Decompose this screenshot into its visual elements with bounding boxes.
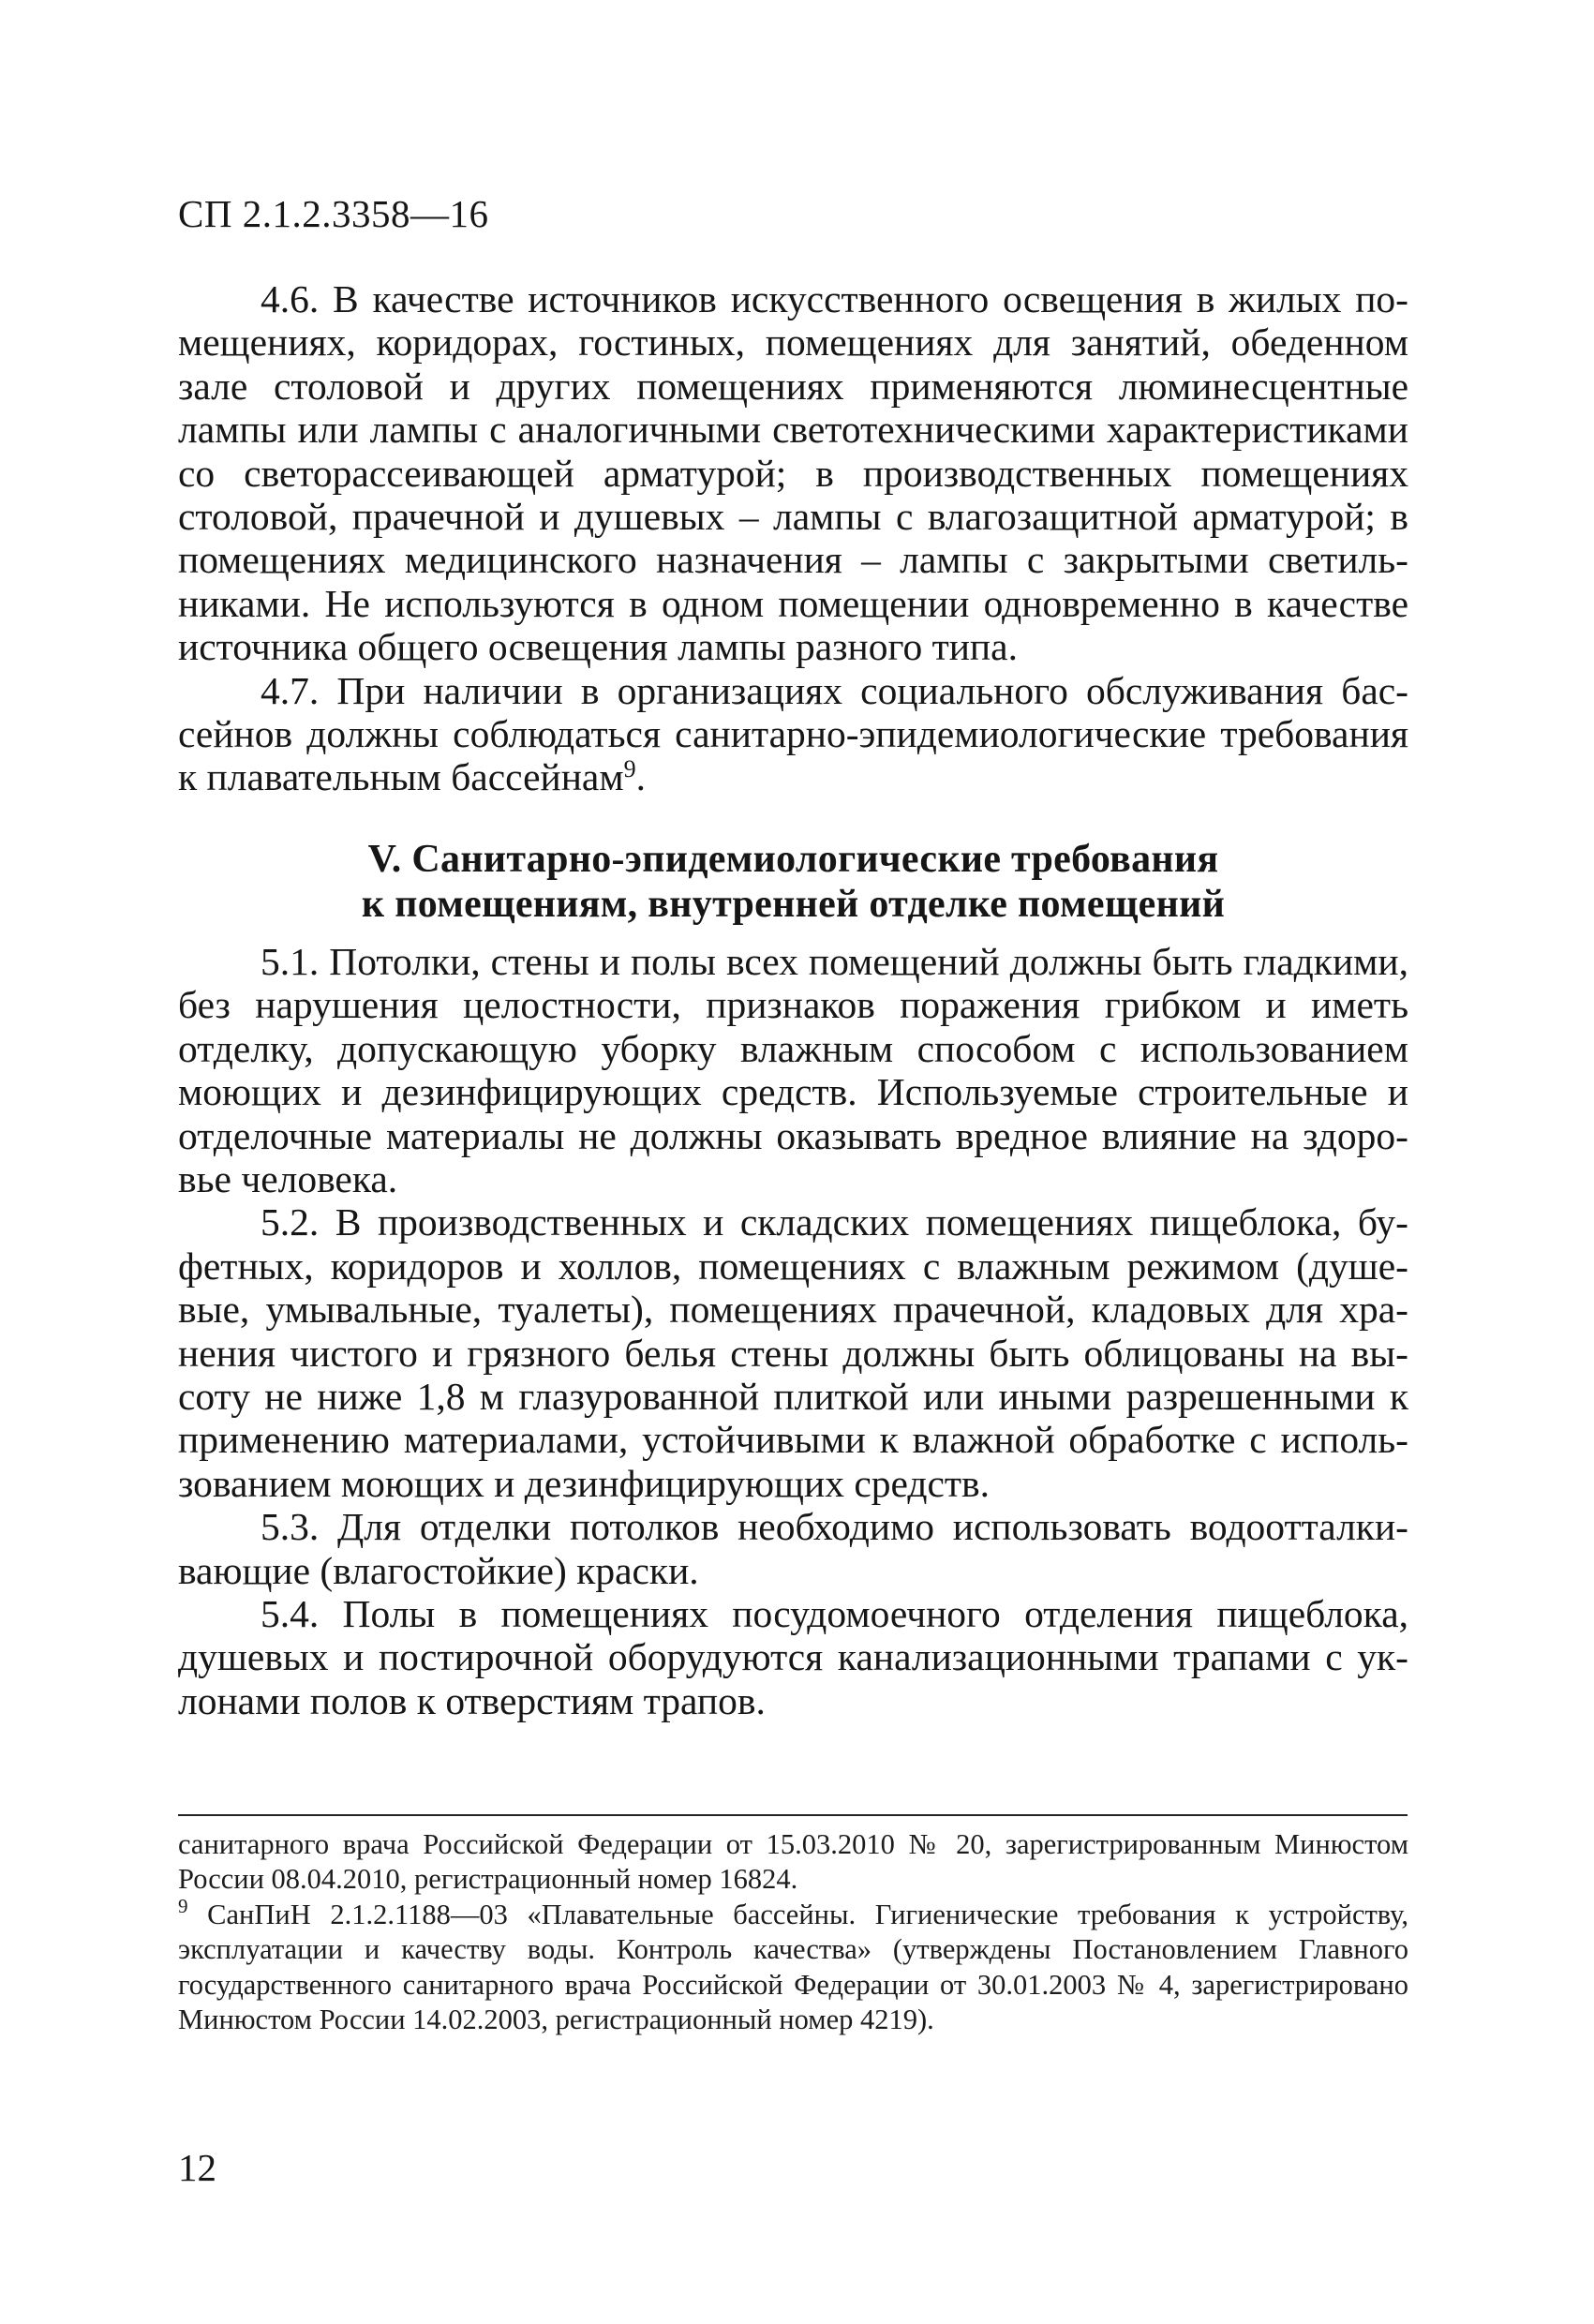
paragraph-5-2: 5.2. В производственных и складских помещениях пищеблока, буфетных, коридоров и холлов, помещениях с влажным режимом (душевые, умывальные, туалеты), помещениях прачечной, кладовых для хранения чистого и грязного белья стены должны быть облицованы на высоту не ниже 1,8 м глазурованной плиткой или иными разрешенными к применению материалами, устойчивыми к влажной обработке с использованием моющих и дезинфицирующих средств. [178, 1200, 1408, 1505]
paragraph-5-3: 5.3. Для отделки потолков необходимо использовать водоотталкивающие (влагостойкие) краски. [178, 1505, 1408, 1592]
paragraph-4-7-end: . [635, 755, 646, 799]
paragraph-4-7 [178, 669, 1408, 799]
main-text [178, 277, 1408, 1722]
footnote-9-mark: 9 [178, 1894, 188, 1917]
footnote-separator [178, 1814, 1408, 1816]
paragraph-5-4: 5.4. Полы в помещениях посудомоечного отделения пищеблока, душевых и постирочной оборудуются канализационными трапами с уклонами полов к отверстиям трапов. [178, 1591, 1408, 1722]
footnote-9 [178, 1894, 1408, 2038]
document-code-header: СП 2.1.2.3358—16 [178, 192, 489, 235]
section-5-heading-line-1: V. Санитарно-эпидемиологические требования [367, 837, 1219, 881]
section-5-heading-line-2: к помещениям, внутренней отделке помещений [361, 882, 1226, 926]
paragraph-5-1: 5.1. Потолки, стены и полы всех помещений должны быть гладкими, без нарушения целостности, признаков поражения грибком и иметь отделку, допускающую уборку влажным способом с использованием моющих и дезинфицирующих средств. Используемые строительные и отделочные материалы не должны оказывать вредное влияние на здоровье человека. [178, 939, 1408, 1200]
footnote-continuation: санитарного врача Российской Федерации от 15.03.2010 № 20, зарегистрированным Минюстом России 08.04.2010, регистрационный номер 16824. [178, 1828, 1408, 1896]
paragraph-4-6: 4.6. В качестве источников искусственного освещения в жилых помещениях, коридорах, гостиных, помещениях для занятий, обеденном зале столовой и других помещениях применяются люминесцентные лампы или лампы с аналогичными светотехническими характеристиками со светорассеивающей арматурой; в производственных помещениях столовой, прачечной и душевых – лампы с влагозащитной арматурой; в помещениях медицинского назначения – лампы с закрытыми светильниками. Не используются в одном помещении одновременно в качестве источника общего освещения лампы разного типа. [178, 277, 1408, 669]
page-number: 12 [178, 2146, 216, 2189]
footnote-9-text: СанПиН 2.1.2.1188—03 «Плавательные бассейны. Гигиенические требования к устройству, эксплуатации и качеству воды. Контроль качества» (утверждены Постановлением Главного государственного санитарного врача Российской Федерации от 30.01.2003 № 4, зарегистрировано Минюстом России 14.02.2003, регистрационный номер 4219). [178, 1898, 1408, 2036]
footnotes [178, 1827, 1408, 2037]
paragraph-4-7-text: 4.7. При наличии в организациях социального обслуживания бассейнов должны соблюдаться санитарно-эпидемиологические требования к плавательным бассейнам [178, 668, 1408, 799]
footnote-ref-9: 9 [623, 755, 636, 783]
section-5-heading [178, 837, 1408, 927]
